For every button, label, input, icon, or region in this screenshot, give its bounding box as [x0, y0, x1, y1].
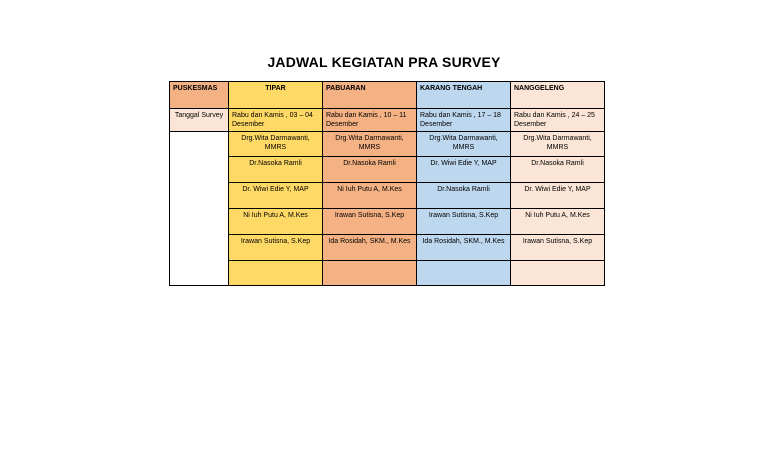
table-header-row	[170, 82, 605, 109]
person-cell: Drg.Wita Darmawanti, MMRS	[229, 132, 323, 157]
page-title: JADWAL KEGIATAN PRA SURVEY	[267, 54, 501, 70]
empty-cell	[417, 261, 511, 286]
person-cell: Dr.Nasoka Ramli	[229, 157, 323, 183]
date-cell-pabuaran: Rabu dan Kamis , 10 – 11 Desember	[323, 109, 417, 132]
blank-label-cell	[170, 132, 229, 286]
header-puskesmas: PUSKESMAS	[170, 82, 229, 109]
person-cell: Dr.Nasoka Ramli	[323, 157, 417, 183]
person-cell: Irawan Sutisna, S.Kep	[417, 209, 511, 235]
table-row	[170, 235, 605, 261]
table-row-empty	[170, 261, 605, 286]
person-cell: Irawan Sutisna, S.Kep	[511, 235, 605, 261]
person-cell: Dr. Wiwi Edie Y, MAP	[511, 183, 605, 209]
header-nanggeleng: NANGGELENG	[511, 82, 605, 109]
empty-cell	[511, 261, 605, 286]
person-cell: Ni Iuh Putu A, M.Kes	[323, 183, 417, 209]
person-cell: Irawan Sutisna, S.Kep	[229, 235, 323, 261]
person-cell: Ni Iuh Putu A, M.Kes	[229, 209, 323, 235]
person-cell: Ida Rosidah, SKM., M.Kes	[323, 235, 417, 261]
header-tipar: TIPAR	[229, 82, 323, 109]
person-cell: Dr. Wiwi Edie Y, MAP	[417, 157, 511, 183]
table-row	[170, 183, 605, 209]
table-row	[170, 132, 605, 157]
person-cell: Dr.Nasoka Ramli	[417, 183, 511, 209]
person-cell: Irawan Sutisna, S.Kep	[323, 209, 417, 235]
header-pabuaran: PABUARAN	[323, 82, 417, 109]
table-row	[170, 209, 605, 235]
person-cell: Ni Iuh Putu A, M.Kes	[511, 209, 605, 235]
empty-cell	[229, 261, 323, 286]
table-row-dates	[170, 109, 605, 132]
date-cell-tipar: Rabu dan Kamis , 03 – 04 Desember	[229, 109, 323, 132]
date-cell-karang-tengah: Rabu dan Kamis , 17 – 18 Desember	[417, 109, 511, 132]
table-row	[170, 157, 605, 183]
person-cell: Dr.Nasoka Ramli	[511, 157, 605, 183]
person-cell: Drg.Wita Darmawanti, MMRS	[511, 132, 605, 157]
person-cell: Ida Rosidah, SKM., M.Kes	[417, 235, 511, 261]
empty-cell	[323, 261, 417, 286]
row-label-tanggal-survey: Tanggal Survey	[170, 109, 229, 132]
person-cell: Dr. Wiwi Edie Y, MAP	[229, 183, 323, 209]
date-cell-nanggeleng: Rabu dan Kamis , 24 – 25 Desember	[511, 109, 605, 132]
person-cell: Drg.Wita Darmawanti, MMRS	[417, 132, 511, 157]
header-karang-tengah: KARANG TENGAH	[417, 82, 511, 109]
person-cell: Drg.Wita Darmawanti, MMRS	[323, 132, 417, 157]
schedule-table	[169, 81, 605, 286]
